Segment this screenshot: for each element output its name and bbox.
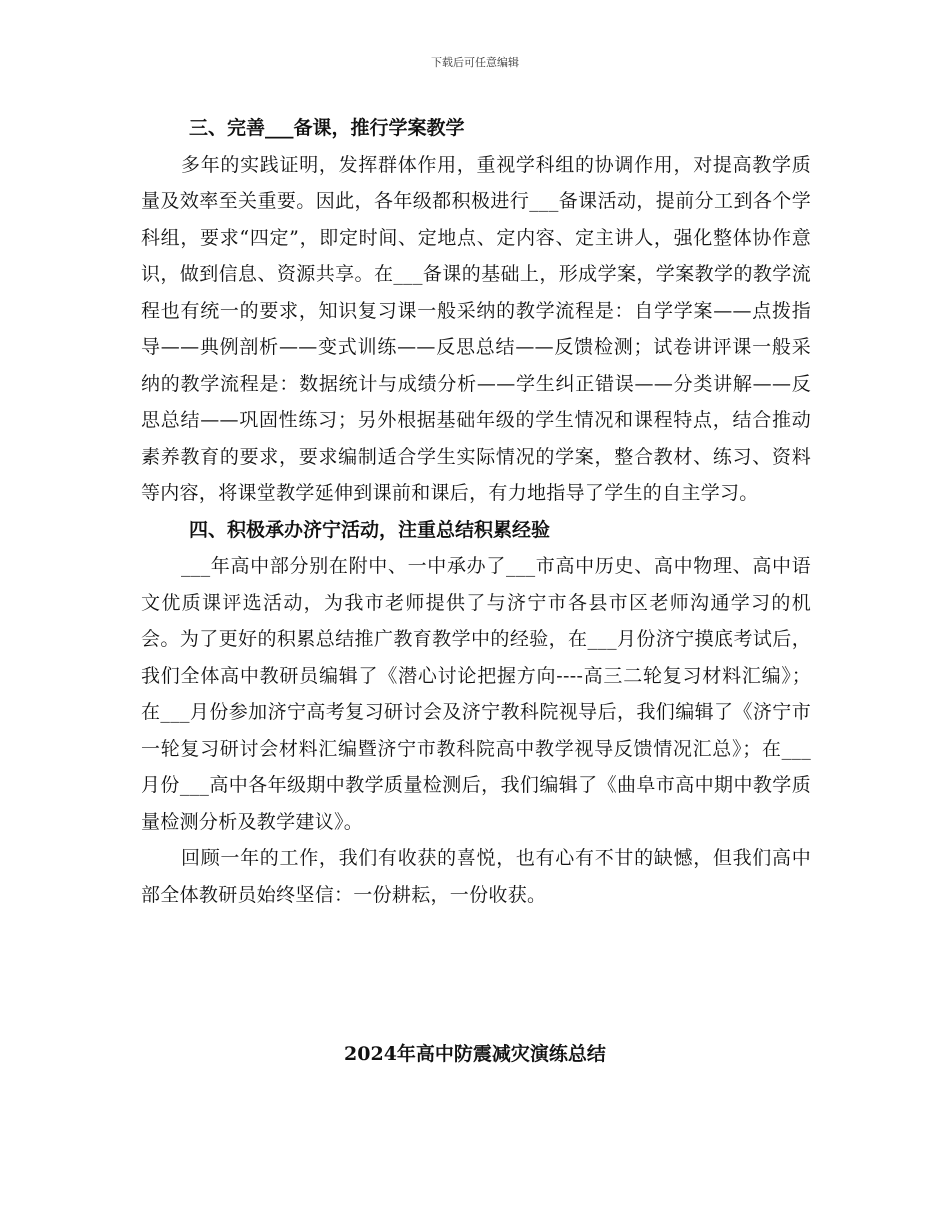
section-3-heading: 三、完善___备课，推行学案教学 [189,117,465,139]
section-4-heading: 四、积极承办济宁活动，注重总结积累经验 [189,518,551,541]
next-document-title: 2024年高中防震减灾演练总结 [344,1043,606,1065]
document-body [141,110,811,913]
section-3-paragraph: 多年的实践证明，发挥群体作用，重视学科组的协调作用，对提高教学质量及效率至关重要。因此，各年级都积极进行___备课活动，提前分工到各个学科组，要求“四定”，即定时间、定地点、定内容、定主讲人，强化整体协作意识，做到信息、资源共享。在___备课的基础上，形成学案，学案教学的教学流程也有统一的要求，知识复习课一般采纳的教学流程是：自学学案——点拨指导——典例剖析——变式训练——反思总结——反馈检测；试卷讲评课一般采纳的教学流程是：数据统计与成绩分析——学生纠正错误——分类讲解——反思总结——巩固性练习；另外根据基础年级的学生情况和课程特点，结合推动素养教育的要求，要求编制适合学生实际情况的学案，整合教材、练习、资料等内容，将课堂教学延伸到课前和课后，有力地指导了学生的自主学习。 [141,153,811,504]
closing-paragraph: 回顾一年的工作，我们有收获的喜悦，也有心有不甘的缺憾，但我们高中部全体教研员始终坚信：一份耕耘，一份收获。 [141,847,811,906]
header-note: 下载后可任意编辑 [431,56,519,69]
section-4-paragraph: ___年高中部分别在附中、一中承办了___市高中历史、高中物理、高中语文优质课评选活动，为我市老师提供了与济宁市各县市区老师沟通学习的机会。为了更好的积累总结推广教育教学中的经验，在___月份济宁摸底考试后，我们全体高中教研员编辑了《潜心讨论把握方向----高三二轮复习材料汇编》；在___月份参加济宁高考复习研讨会及济宁教科院视导后，我们编辑了《济宁市一轮复习研讨会材料汇编暨济宁市教科院高中教学视导反馈情况汇总》；在___月份___高中各年级期中教学质量检测后，我们编辑了《曲阜市高中期中教学质量检测分析及教学建议》。 [141,555,811,833]
